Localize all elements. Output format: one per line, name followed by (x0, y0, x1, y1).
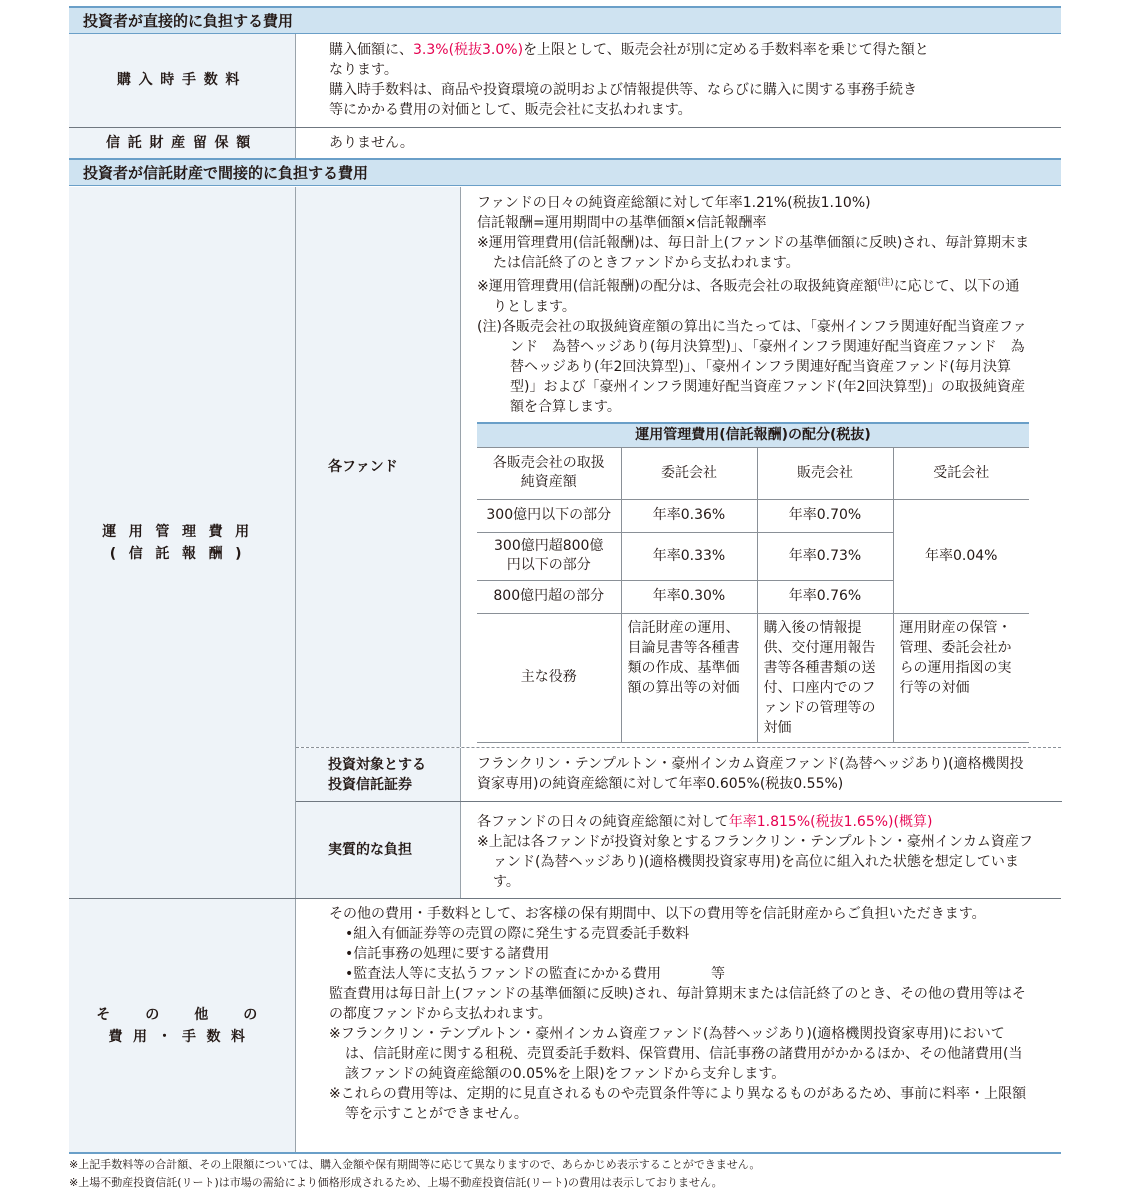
itaku-rate-cell: 年率0.30% (621, 580, 757, 613)
table-bottom-border (69, 1152, 1061, 1154)
target-fund-label: 投資対象とする 投資信託証券 (296, 748, 460, 801)
col-header-jutaku: 受託会社 (893, 447, 1029, 499)
role-hanbai: 購入後の情報提供、交付運用報告書等各種書類の送付、口座内でのファンドの管理等の対価 (757, 613, 893, 742)
role-jutaku: 運用財産の保管・管理、委託会社からの運用指図の実行等の対価 (893, 613, 1029, 742)
retention-label: 信託財産留保額 (69, 128, 295, 158)
effective-cost-label: 実質的な負担 (296, 802, 460, 898)
col-header-itaku: 委託会社 (621, 447, 757, 499)
each-fund-content: ファンドの日々の純資産総額に対して年率1.21%(税抜1.10%) 信託報酬=運用期間中の基準価額×信託報酬率 ※運用管理費用(信託報酬)は、毎日計上(ファンドの基準価額に反映)され、毎計算期末または信託終了のときファンドから支払われます。 ※運用管理費用(信託報酬)の配分は、各販売会社の取扱純資産額$^{(注)}$に応じて、以下の通りとします。 (注)各販売会社の取扱純資産額の算出に当たっては、「豪州インフラ関連好配当資産ファンド 為替ヘッジあり(毎月決算型)」、「豪州インフラ関連好配当資産ファンド 為替ヘッジあり(年2回決算型)」、「豪州インフラ関連好配当資産ファンド(毎月決算型)」および「豪州インフラ関連好配当資産ファンド(年2回決算型)」の取扱純資産額を合算します。 運用管理費用(信託報酬)の配分(税抜) 各販売会社の取扱純資産額 委託会社 販売会社 受託会社 300億円以下の部分 年率0.36% 年率0.70% 年率0.04% 300億円超800億円以下の部分 年率0.33% 年率0.73% 800億円超の部分 年率0.30% 年率0.76% 主な役務 信託財産の運用、目論見書等各種書類の作成、基準価額の算出等の対価 購入後の情報提供、交付運用報告書等各種書類の送付、口座内でのファンドの管理等の対価 運用財産の保管・管理、委託会社からの運用指図の実行等の対価 (460, 187, 1061, 747)
management-fee-content (295, 187, 1061, 898)
each-fund-label: 各ファンド (296, 187, 460, 747)
other-note: ※フランクリン・テンプルトン・豪州インカム資産ファンド(為替ヘッジあり)(適格機関投資家専用)においては、信託財産に関する租税、売買委託手数料、保管費用、信託事務の諸費用がかかるほか、その他諸費用(当該ファンドの純資産総額の0.05%を上限)をファンドから支弁します。 (329, 1026, 1023, 1082)
tier-cell: 800億円超の部分 (477, 580, 621, 613)
itaku-rate-cell: 年率0.33% (621, 532, 757, 580)
footnote: ※上記手数料等の合計額、その上限額については、購入金額や保有期間等に応じて異なりますので、あらかじめ表示することができません。 (69, 1158, 761, 1171)
jutaku-rate-cell: 年率0.04% (893, 499, 1029, 613)
purchase-fee-label: 購入時手数料 (69, 34, 295, 127)
retention-row (69, 128, 1061, 158)
col-header-tier: 各販売会社の取扱純資産額 (477, 447, 621, 499)
other-fees-label: そ の 他 の 費用・手数料 (69, 899, 295, 1152)
role-itaku: 信託財産の運用、目論見書等各種書類の作成、基準価額の算出等の対価 (621, 613, 757, 742)
purchase-fee-content: 購入価額に、3.3%(税抜3.0%)を上限として、販売会社が別に定める手数料率を乗じて得た額と なります。 購入時手数料は、商品や投資環境の説明および情報提供等、ならびに購入に関する事務手続き 等にかかる費用の対価として、販売会社に支払われます。 (295, 34, 1061, 127)
effective-cost-rate: 年率1.815%(税抜1.65%)(概算) (728, 814, 933, 830)
effective-cost-note: ※上記は各ファンドが投資対象とするフランクリン・テンプルトン・豪州インカム資産ファンド(為替ヘッジあり)(適格機関投資家専用)を高位に組入れた状態を想定しています。 (477, 834, 1033, 890)
itaku-rate-cell: 年率0.36% (621, 499, 757, 532)
other-fees-row (69, 899, 1061, 1152)
hanbai-rate-cell: 年率0.70% (757, 499, 893, 532)
other-fees-content: その他の費用・手数料として、お客様の保有期間中、以下の費用等を信託財産からご負担いただきます。 •組入有価証券等の売買の際に発生する売買委託手数料 •信託事務の処理に要する諸費用 •監査法人等に支払うファンドの監査にかかる費用 等 監査費用は毎日計上(ファンドの基準価額に反映)され、毎計算期末または信託終了のとき、その他の費用等はその都度ファンドから支払われます。 ※フランクリン・テンプルトン・豪州インカム資産ファンド(為替ヘッジあり)(適格機関投資家専用)においては、信託財産に関する租税、売買委託手数料、保管費用、信託事務の諸費用がかかるほか、その他諸費用(当該ファンドの純資産総額の0.05%を上限)をファンドから支弁します。 ※これらの費用等は、定期的に見直されるものや売買条件等により異なるものがあるため、事前に料率・上限額等を示すことができません。 (295, 899, 1061, 1152)
retention-value: ありません。 (295, 128, 1061, 158)
purchase-fee-row (69, 34, 1061, 127)
target-fund-content: フランクリン・テンプルトン・豪州インカム資産ファンド(為替ヘッジあり)(適格機関投資家専用)の純資産総額に対して年率0.605%(税抜0.55%) (460, 748, 1061, 801)
management-fee-row (69, 187, 1061, 898)
tier-cell: 300億円以下の部分 (477, 499, 621, 532)
fee-allocation-caption: 運用管理費用(信託報酬)の配分(税抜) (477, 423, 1029, 447)
bullet-item: •監査法人等に支払うファンドの監査にかかる費用 等 (345, 966, 725, 982)
note-fee-accrual: ※運用管理費用(信託報酬)は、毎日計上(ファンドの基準価額に反映)され、毎計算期末または信託終了のときファンドから支払われます。 (477, 235, 1030, 271)
note-aggregation: (注)各販売会社の取扱純資産額の算出に当たっては、「豪州インフラ関連好配当資産ファンド 為替ヘッジあり(毎月決算型)」、「豪州インフラ関連好配当資産ファンド 為替ヘッジあり(年2回決算型)」、「豪州インフラ関連好配当資産ファンド(毎月決算型)」および「豪州インフラ関連好配当資産ファンド(年2回決算型)」の取扱純資産額を合算します。 (477, 318, 1027, 415)
fee-allocation-table (477, 422, 1029, 743)
management-fee-label: 運用管理費用 (信託報酬) (69, 187, 295, 898)
bullet-item: •信託事務の処理に要する諸費用 (345, 946, 550, 962)
tier-cell: 300億円超800億円以下の部分 (477, 532, 621, 580)
hanbai-rate-cell: 年率0.73% (757, 532, 893, 580)
footnote: ※上場不動産投資信託(リート)は市場の需給により価格形成されるため、上場不動産投資信託(リート)の費用は表示しておりません。 (69, 1176, 723, 1189)
note-fee-allocation: ※運用管理費用(信託報酬)の配分は、各販売会社の取扱純資産額$^{(注)}$に応じて、以下の通りとします。 (477, 278, 1020, 315)
col-header-hanbai: 販売会社 (757, 447, 893, 499)
indirect-costs-header: 投資者が信託財産で間接的に負担する費用 (69, 158, 1061, 186)
direct-costs-header: 投資者が直接的に負担する費用 (69, 6, 1061, 34)
bullet-item: •組入有価証券等の売買の際に発生する売買委託手数料 (345, 926, 690, 942)
effective-cost-content: 各ファンドの日々の純資産総額に対して年率1.815%(税抜1.65%)(概算) ※上記は各ファンドが投資対象とするフランクリン・テンプルトン・豪州インカム資産ファンド(為替ヘッジあり)(適格機関投資家専用)を高位に組入れた状態を想定しています。 (460, 802, 1061, 898)
other-note: ※これらの費用等は、定期的に見直されるものや売買条件等により異なるものがあるため、事前に料率・上限額等を示すことができません。 (329, 1086, 1027, 1122)
purchase-fee-max-rate: 3.3%(税抜3.0%) (413, 42, 524, 58)
hanbai-rate-cell: 年率0.76% (757, 580, 893, 613)
roles-label: 主な役務 (477, 613, 621, 742)
